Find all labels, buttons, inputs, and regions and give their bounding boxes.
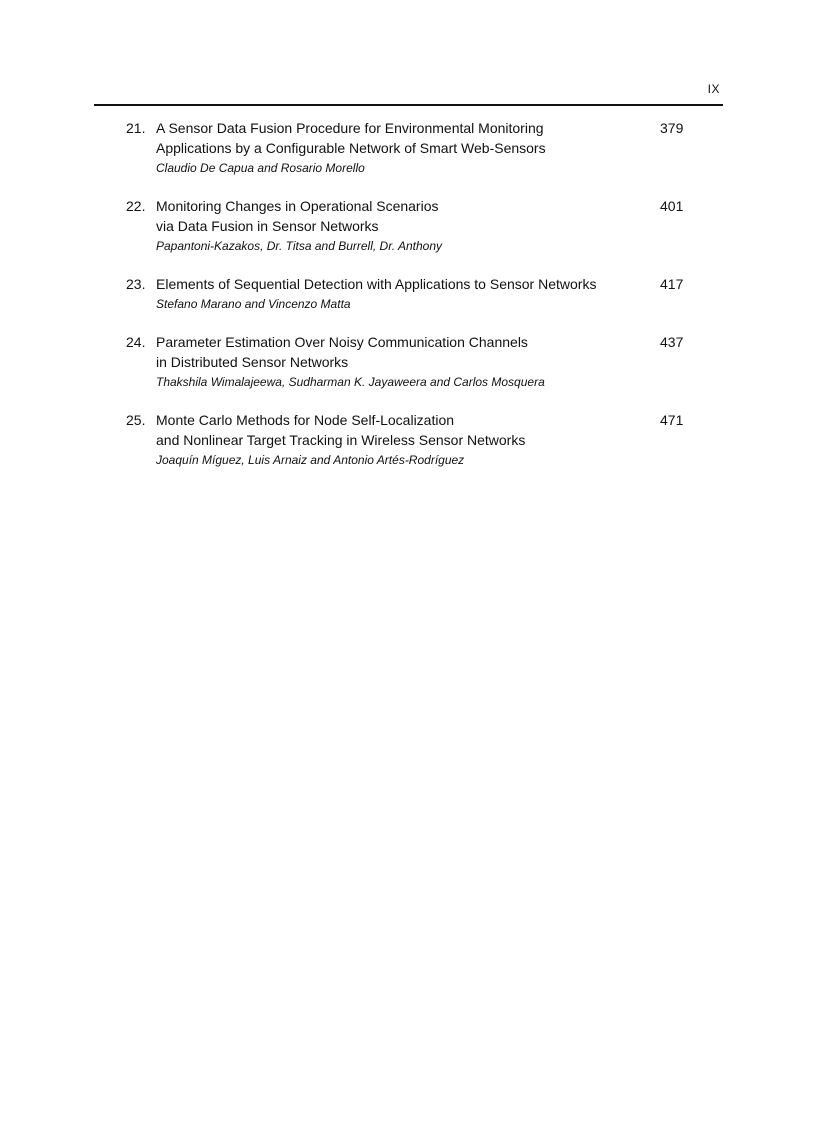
chapter-authors: Papantoni-Kazakos, Dr. Titsa and Burrell, Dr. Anthony xyxy=(156,239,443,253)
toc-entry[interactable] xyxy=(0,332,816,391)
toc-entry[interactable] xyxy=(0,410,816,469)
chapter-page-number: 437 xyxy=(660,334,684,350)
entry-body xyxy=(156,196,646,255)
chapter-title-line: in Distributed Sensor Networks xyxy=(156,354,349,370)
entry-body xyxy=(156,332,646,391)
chapter-number: 23. xyxy=(126,276,146,292)
table-of-contents xyxy=(0,118,816,488)
chapter-number: 21. xyxy=(126,120,146,136)
chapter-title-line: Applications by a Configurable Network of Smart Web-Sensors xyxy=(156,140,546,156)
toc-entry[interactable] xyxy=(0,118,816,177)
chapter-page-number: 401 xyxy=(660,198,684,214)
chapter-authors: Joaquín Míguez, Luis Arnaiz and Antonio Artés-Rodríguez xyxy=(156,453,465,467)
entry-body xyxy=(156,410,646,469)
entry-body xyxy=(156,118,646,177)
chapter-number: 24. xyxy=(126,334,146,350)
chapter-authors: Thakshila Wimalajeewa, Sudharman K. Jayaweera and Carlos Mosquera xyxy=(156,375,545,389)
chapter-authors: Stefano Marano and Vincenzo Matta xyxy=(156,297,351,311)
toc-entry[interactable] xyxy=(0,196,816,255)
chapter-page-number: 471 xyxy=(660,412,684,428)
chapter-title-line: and Nonlinear Target Tracking in Wireless Sensor Networks xyxy=(156,432,526,448)
chapter-title-line: Monte Carlo Methods for Node Self-Localization xyxy=(156,412,455,428)
chapter-number: 25. xyxy=(126,412,146,428)
chapter-title-line: Monitoring Changes in Operational Scenarios xyxy=(156,198,439,214)
chapter-page-number: 417 xyxy=(660,276,684,292)
chapter-title-line: via Data Fusion in Sensor Networks xyxy=(156,218,379,234)
chapter-title-line: Parameter Estimation Over Noisy Communication Channels xyxy=(156,334,528,350)
chapter-authors: Claudio De Capua and Rosario Morello xyxy=(156,161,365,175)
chapter-page-number: 379 xyxy=(660,120,684,136)
chapter-number: 22. xyxy=(126,198,146,214)
page-number: IX xyxy=(707,82,720,96)
header-rule xyxy=(94,104,723,106)
toc-entry[interactable] xyxy=(0,274,816,313)
chapter-title-line: A Sensor Data Fusion Procedure for Environmental Monitoring xyxy=(156,120,544,136)
entry-body xyxy=(156,274,646,313)
chapter-title-line: Elements of Sequential Detection with Applications to Sensor Networks xyxy=(156,276,597,292)
